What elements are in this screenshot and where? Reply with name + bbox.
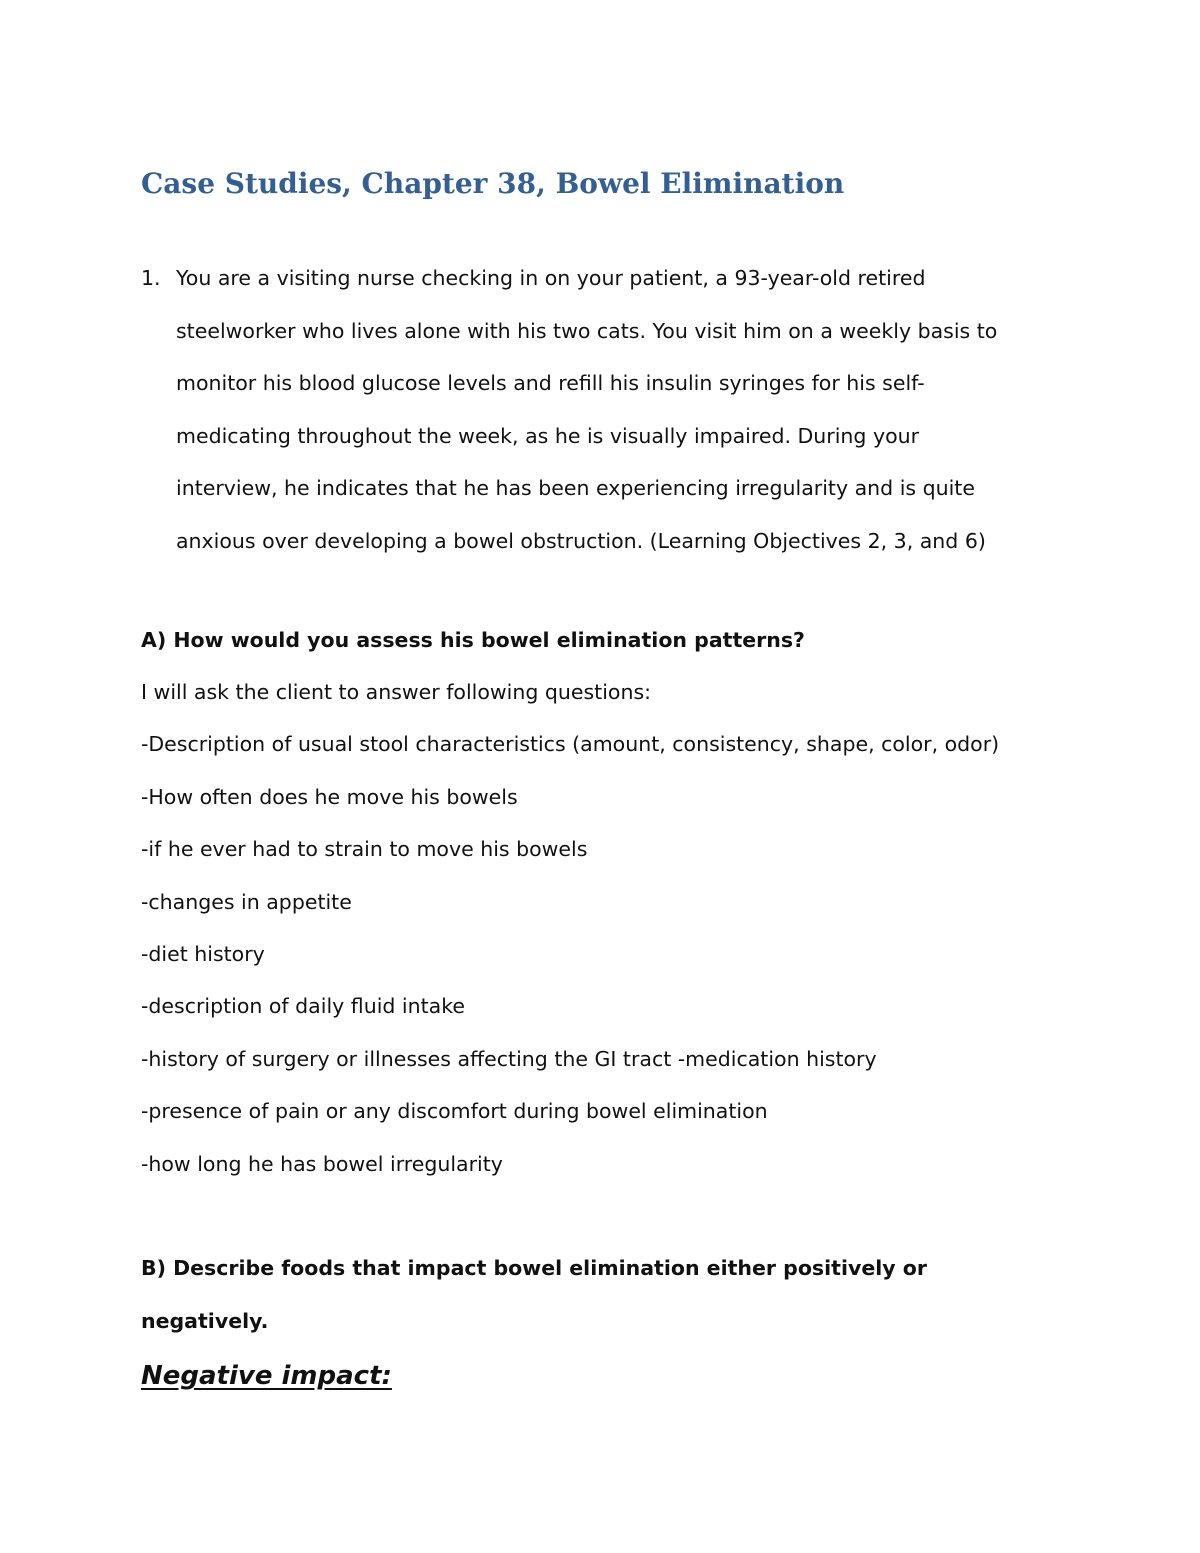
list-item: -how long he has bowel irregularity [141, 1151, 503, 1176]
assessment-question-list [141, 666, 999, 1190]
list-item: -description of daily fluid intake [141, 994, 465, 1019]
part-b-heading-line: B) Describe foods that impact bowel elimination either positively or [141, 1256, 927, 1280]
list-item: -diet history [141, 942, 265, 967]
list-item: -changes in appetite [141, 889, 352, 914]
list-item: -presence of pain or any discomfort during bowel elimination [141, 1099, 768, 1124]
question-line: interview, he indicates that he has been experiencing irregularity and is quite [176, 476, 975, 500]
question-line: anxious over developing a bowel obstruction. (Learning Objectives 2, 3, and 6) [176, 528, 986, 553]
list-item: -history of surgery or illnesses affecting the GI tract -medication history [141, 1046, 877, 1071]
question-number: 1. [141, 266, 161, 290]
list-item: I will ask the client to answer following questions: [141, 680, 652, 704]
question-line: steelworker who lives alone with his two cats. You visit him on a weekly basis to [176, 318, 998, 343]
question-line: monitor his blood glucose levels and refill his insulin syringes for his self- [176, 371, 925, 395]
list-item: -Description of usual stool characteristics (amount, consistency, shape, color, odor) [141, 732, 1000, 757]
question-line: medicating throughout the week, as he is visually impaired. During your [176, 423, 920, 448]
part-b-heading-line: negatively. [141, 1308, 269, 1333]
question-line: You are a visiting nurse checking in on your patient, a 93-year-old retired [176, 266, 926, 290]
list-item: -if he ever had to strain to move his bowels [141, 837, 588, 862]
negative-impact-subheading: Negative impact: [141, 1361, 392, 1391]
part-b-heading [141, 1242, 927, 1347]
document-title: Case Studies, Chapter 38, Bowel Elimination [141, 167, 845, 200]
question-text [176, 252, 1071, 567]
part-a-heading: A) How would you assess his bowel elimination patterns? [141, 628, 805, 652]
list-item: -How often does he move his bowels [141, 784, 518, 809]
case-question [141, 252, 1071, 567]
